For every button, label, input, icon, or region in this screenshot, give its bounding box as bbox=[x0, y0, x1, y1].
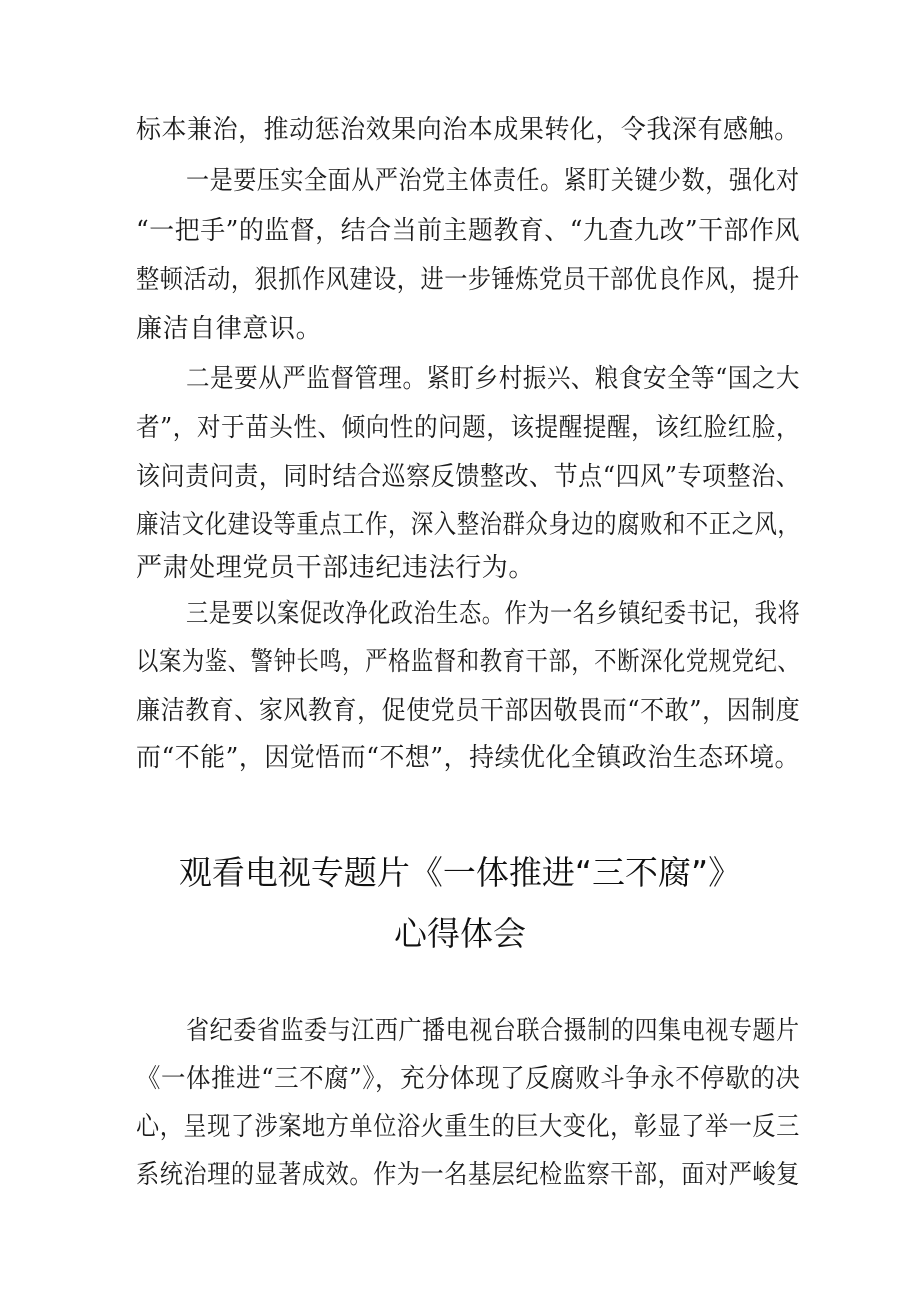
paragraph-point-three-line: 三是要以案促改净化政治生态。作为一名乡镇纪委书记，我将 bbox=[186, 599, 801, 629]
paragraph-point-three-line: 廉洁教育、家风教育，促使党员干部因敬畏而“不敢”，因制度 bbox=[136, 696, 801, 726]
article-body-line: 心，呈现了涉案地方单位浴火重生的巨大变化，彰显了举一反三 bbox=[136, 1112, 800, 1142]
paragraph-point-one-line: 一是要压实全面从严治党主体责任。紧盯关键少数，强化对 bbox=[186, 166, 800, 196]
paragraph-point-one-line: 廉洁自律意识。 bbox=[136, 314, 323, 344]
paragraph-point-two-line: 该问责问责，同时结合巡察反馈整改、节点“四风”专项整治、 bbox=[136, 462, 801, 492]
article-title-line-2: 心得体会 bbox=[394, 914, 526, 953]
article-body-line: 《一体推进“三不腐”》，充分体现了反腐败斗争永不停歇的决 bbox=[136, 1064, 801, 1094]
paragraph-point-two-line: 廉洁文化建设等重点工作，深入整治群众身边的腐败和不正之风， bbox=[136, 510, 801, 540]
paragraph-point-two-line: 者”，对于苗头性、倾向性的问题，该提醒提醒，该红脸红脸， bbox=[136, 413, 801, 443]
paragraph-point-two-line: 严肃处理党员干部违纪违法行为。 bbox=[136, 553, 536, 583]
article-body-line: 系统治理的显著成效。作为一名基层纪检监察干部，面对严峻复 bbox=[136, 1160, 800, 1190]
paragraph-continuation-line: 标本兼治，推动惩治效果向治本成果转化，令我深有感触。 bbox=[136, 115, 800, 145]
paragraph-point-one-line: 整顿活动，狠抓作风建设，进一步锤炼党员干部优良作风，提升 bbox=[136, 265, 800, 295]
paragraph-point-three-line: 以案为鉴、警钟长鸣，严格监督和教育干部，不断深化党规党纪、 bbox=[136, 647, 801, 677]
paragraph-point-three-line: 而“不能”，因觉悟而“不想”，持续优化全镇政治生态环境。 bbox=[136, 743, 800, 773]
article-body-line: 省纪委省监委与江西广播电视台联合摄制的四集电视专题片 bbox=[186, 1016, 800, 1046]
article-title-line-1: 观看电视专题片《一体推进“三不腐”》 bbox=[178, 853, 742, 892]
paragraph-point-one-line: “一把手”的监督，结合当前主题教育、“九查九改”干部作风 bbox=[136, 216, 800, 246]
paragraph-point-two-line: 二是要从严监督管理。紧盯乡村振兴、粮食安全等“国之大 bbox=[186, 364, 800, 394]
